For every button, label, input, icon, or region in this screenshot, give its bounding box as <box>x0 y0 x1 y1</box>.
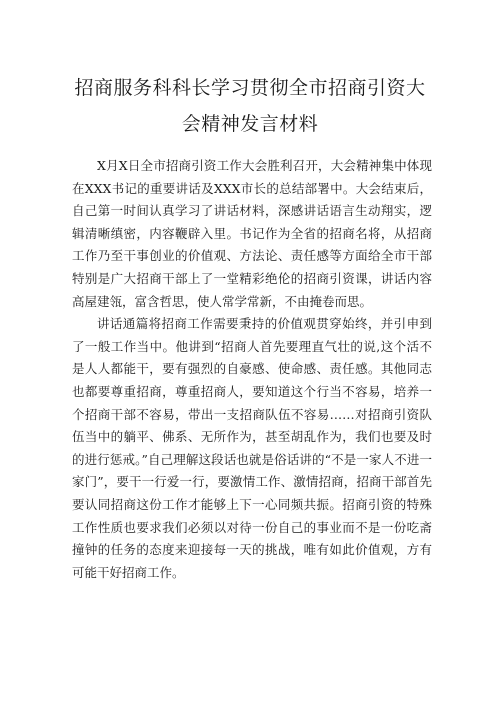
paragraph-1: X月X日全市招商引资工作大会胜利召开，大会精神集中体现在XXX书记的重要讲话及XXX市长的总结部署中。大会结束后，自己第一时间认真学习了讲话材料，深感讲话语言生动翔实，逻辑清晰缜密，内容鞭辟入里。书记作为全省的招商名将，从招商工作乃至干事创业的价值观、方法论、责任感等方面给全市干部特别是广大招商干部上了一堂精彩绝伦的招商引资课，讲话内容高屋建瓴，富含哲思，使人常学常新，不由掩卷而思。 <box>72 158 432 309</box>
title-line-1: 招商服务科科长学习贯彻全市招商引资大 <box>74 77 426 99</box>
paragraph-2: 讲话通篇将招商工作需要秉持的价值观贯穿始终，并引申到了一般工作当中。他讲到“招商人首先要理直气壮的说,这个活不是人人都能干，要有强烈的自豪感、使命感、责任感。其他同志也都要尊重招商，尊重招商人，要知道这个行当不容易，培养一个招商干部不容易，带出一支招商队伍不容易……对招商引资队伍当中的躺平、佛系、无所作为，甚至胡乱作为，我们也要及时的进行惩戒。”自己理解这段话也就是俗话讲的“不是一家人不进一家门”，要干一行爱一行，要激情工作、激情招商，招商干部首先要认同招商这份工作才能够上下一心同频共振。招商引资的特殊工作性质也要求我们必须以对待一份自己的事业而不是一份吃斋撞钟的任务的态度来迎接每一天的挑战，唯有如此价值观，方有可能干好招商工作。 <box>72 316 432 580</box>
document-body <box>72 155 432 584</box>
title-line-2: 会精神发言材料 <box>181 113 319 135</box>
document-title <box>60 70 440 142</box>
